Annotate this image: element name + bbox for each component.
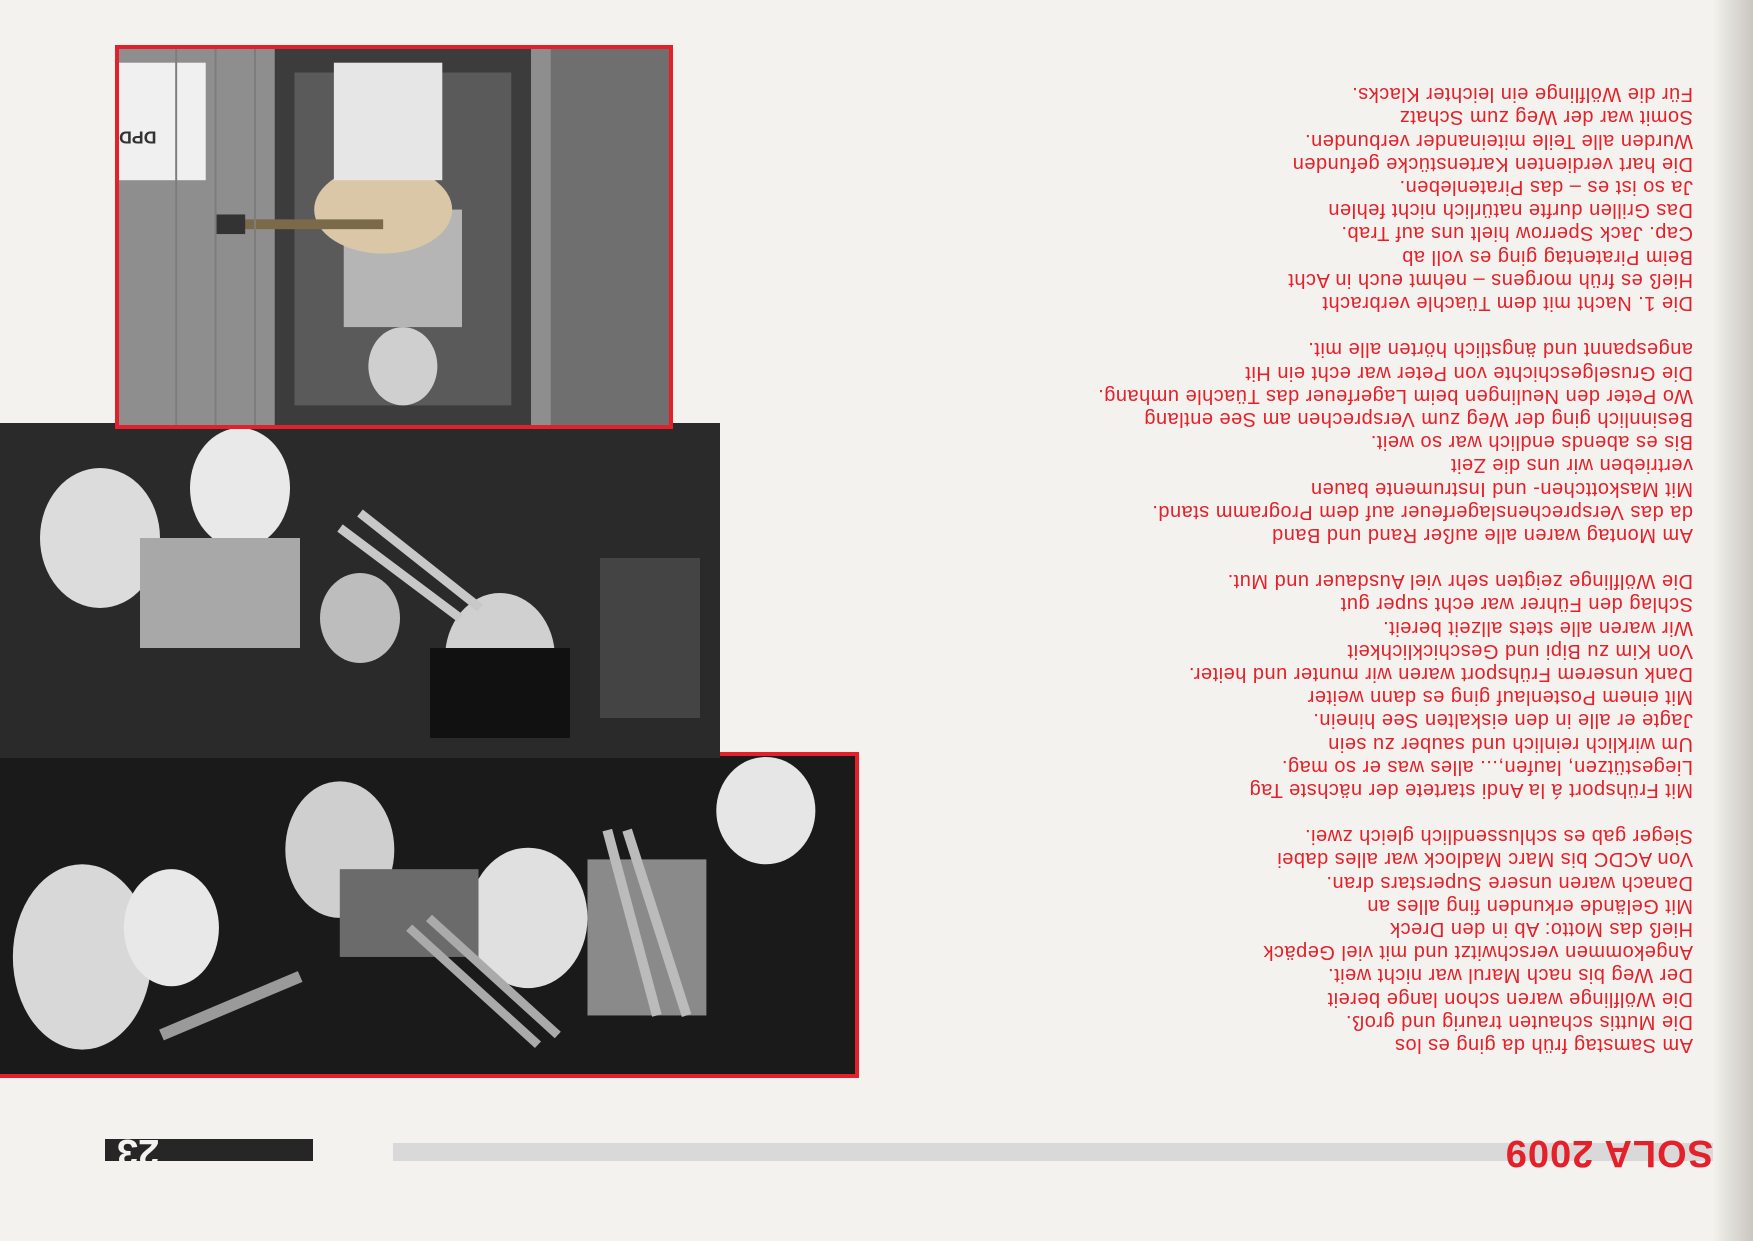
poem-stanza — [843, 337, 1693, 546]
poem-line: Dank unserem Frühsport waren wir munter und heiter. — [1188, 662, 1693, 685]
poem-line: Die Wölflinge zeigten sehr viel Ausdauer und Mut. — [1227, 570, 1693, 593]
poem-stanza — [843, 824, 1693, 1056]
page-title: SOLA 2009 — [1504, 1132, 1713, 1174]
poem-line: Somit war der Weg zum Schatz — [1399, 106, 1693, 129]
page-number-box — [105, 1131, 313, 1173]
poem-line: Um wirklich reinlich und sauber zu sein — [1327, 732, 1693, 755]
poem-line: Der Weg bis nach Marul war nicht weit. — [1327, 964, 1693, 987]
poem-line: Sieger gab es schlussendlich gleich zwei. — [1304, 825, 1693, 848]
poem-line: Mit Frühsport á la Andi startete der nächste Tag — [1249, 778, 1693, 801]
poem-line: Beim Piratentag ging es voll ab — [1401, 245, 1693, 268]
poem-stanza — [843, 82, 1693, 314]
page-spine-shadow — [1713, 0, 1753, 1241]
poem-line: Angekommen verschwitzt und mit viel Gepäck — [1262, 941, 1693, 964]
poem-line: Die hart verdienten Kartenstücke gefunden — [1292, 152, 1693, 175]
poem-line: Liegestützen, laufen,... alles was er so mag. — [1281, 755, 1693, 778]
photo-rope-game — [0, 752, 859, 1078]
poem-line: Ja so ist es – das Piratenleben. — [1399, 176, 1693, 199]
poem-line: Cap. Jack Sperrow hielt uns auf Trab. — [1341, 222, 1693, 245]
photo-scarf-ceremony — [0, 423, 720, 758]
poem-line: Mit einem Postenlauf ging es dann weiter — [1307, 686, 1693, 709]
poem-line: angespannt und ängstlich hörten alle mit. — [1307, 338, 1693, 361]
poem-line: Wo Peter den Neulingen beim Lagerfeuer das Tüachle umhang. — [1097, 384, 1693, 407]
poem-line: vertrieben wir uns die Zeit — [1450, 454, 1693, 477]
page-number: 23 — [117, 1131, 160, 1173]
photo-guitarist — [115, 45, 673, 429]
poem-line: Mit Gelände erkunden fing alles an — [1366, 894, 1693, 917]
poem-line: da das Versprechenslagerfeuer auf dem Programm stand. — [1151, 500, 1693, 523]
poem-line: Die Wölflinge waren schon lange bereit — [1327, 987, 1693, 1010]
poem-line: Das Grillen durfte natürlich nicht fehlen — [1327, 199, 1693, 222]
poem-line: Wir waren alle stets allzeit bereit. — [1382, 616, 1693, 639]
poem-line: Besinnlich ging der Weg zum Versprechen am See entlang — [1143, 407, 1693, 430]
poem-line: Hieß das Motto: Ab in den Dreck — [1389, 917, 1693, 940]
poem-line: Jagte er alle in den eiskalten See hinein. — [1312, 709, 1693, 732]
poem-line: Für die Wölflinge ein leichter Klacks. — [1351, 83, 1693, 106]
poem-line: Wurden alle Teile miteinander verbunden. — [1304, 129, 1693, 152]
poem-text — [843, 59, 1693, 1056]
poem-line: Am Samstag früh da ging es los — [1394, 1034, 1693, 1056]
poem-stanza — [843, 569, 1693, 801]
poem-line: Am Montag waren alle außer Rand und Band — [1271, 523, 1693, 546]
poem-line: Danach waren unsere Superstars dran. — [1325, 871, 1693, 894]
poem-line: Bis es abends endlich war so weit. — [1370, 431, 1693, 454]
poem-line: Hieß es früh morgens – nehmt euch in Acht — [1287, 268, 1693, 291]
box-label: DPD — [119, 127, 157, 148]
poem-line: Schlag den Führer war echt super gut — [1340, 593, 1693, 616]
poem-line: Von ACDC bis Marc Madlock war alles dabei — [1276, 848, 1693, 871]
poem-line: Mit Maskottchen- und Instrumente bauen — [1310, 477, 1693, 500]
poem-line: Die 1. Nacht mit dem Tüachle verbracht — [1321, 292, 1693, 315]
poem-line: Die Muttis schauten traurig und groß. — [1345, 1010, 1693, 1033]
poem-line: Die Gruselgeschichte von Peter war echt ein Hit — [1244, 361, 1693, 384]
poem-line: Von Kim zu Bipi und Geschicklichkeit — [1347, 639, 1693, 662]
